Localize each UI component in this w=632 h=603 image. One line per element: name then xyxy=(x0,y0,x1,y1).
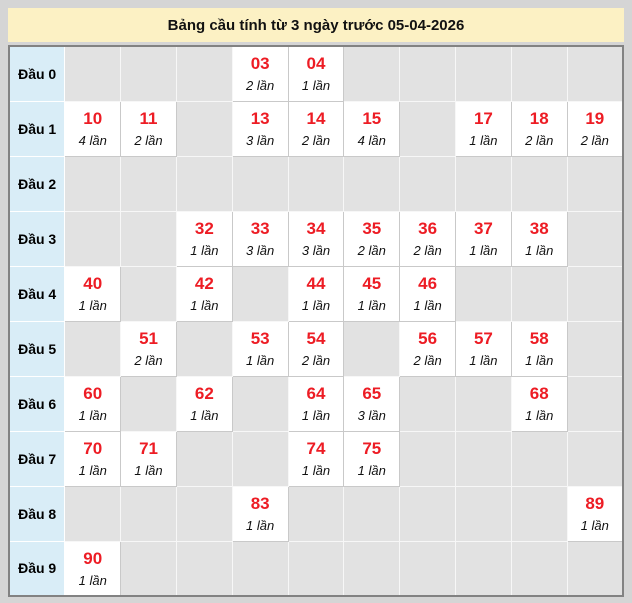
occurrence-count: 1 lần xyxy=(469,133,498,148)
number-cell xyxy=(344,431,400,486)
number-cell xyxy=(232,486,288,541)
table-row xyxy=(9,321,623,376)
occurrence-count: 4 lần xyxy=(78,133,107,148)
table-row xyxy=(9,376,623,431)
occurrence-count: 2 lần xyxy=(134,133,163,148)
empty-cell xyxy=(400,376,456,431)
empty-cell xyxy=(567,321,623,376)
empty-cell xyxy=(344,46,400,101)
empty-cell xyxy=(232,431,288,486)
lotto-number: 34 xyxy=(306,219,326,238)
number-cell xyxy=(456,211,512,266)
occurrence-count: 1 lần xyxy=(357,463,386,478)
occurrence-count: 1 lần xyxy=(78,408,107,423)
empty-cell xyxy=(65,321,121,376)
occurrence-count: 2 lần xyxy=(580,133,609,148)
number-cell xyxy=(65,266,121,321)
number-cell xyxy=(511,211,567,266)
number-cell xyxy=(232,46,288,101)
empty-cell xyxy=(511,156,567,211)
empty-cell xyxy=(511,486,567,541)
empty-cell xyxy=(567,156,623,211)
empty-cell xyxy=(456,376,512,431)
number-cell xyxy=(232,101,288,156)
empty-cell xyxy=(288,541,344,596)
occurrence-count: 1 lần xyxy=(301,408,331,423)
empty-cell xyxy=(567,431,623,486)
lotto-number: 46 xyxy=(418,274,438,293)
empty-cell xyxy=(456,46,512,101)
empty-cell xyxy=(176,541,232,596)
lotto-number: 68 xyxy=(529,384,549,403)
occurrence-count: 2 lần xyxy=(413,353,442,368)
number-cell xyxy=(288,376,344,431)
empty-cell xyxy=(176,321,232,376)
lotto-number: 11 xyxy=(139,109,158,128)
table-row xyxy=(9,541,623,596)
lotto-number: 71 xyxy=(139,439,158,458)
empty-cell xyxy=(288,156,344,211)
lotto-number: 51 xyxy=(139,329,158,348)
empty-cell xyxy=(176,101,232,156)
lotto-number: 13 xyxy=(250,109,270,128)
occurrence-count: 3 lần xyxy=(246,133,275,148)
occurrence-count: 1 lần xyxy=(469,353,498,368)
empty-cell xyxy=(344,321,400,376)
empty-cell xyxy=(400,46,456,101)
occurrence-count: 1 lần xyxy=(190,408,219,423)
empty-cell xyxy=(567,376,623,431)
occurrence-count: 2 lần xyxy=(525,133,554,148)
occurrence-count: 3 lần xyxy=(357,408,386,423)
empty-cell xyxy=(456,541,512,596)
occurrence-count: 2 lần xyxy=(134,353,163,368)
lotto-number: 60 xyxy=(83,384,103,403)
empty-cell xyxy=(176,431,232,486)
lotto-number: 04 xyxy=(306,54,326,74)
table-row xyxy=(9,266,623,321)
lotto-number: 70 xyxy=(83,439,103,458)
lotto-number: 36 xyxy=(418,219,438,238)
lotto-number: 45 xyxy=(362,274,382,293)
occurrence-count: 2 lần xyxy=(413,243,442,258)
empty-cell xyxy=(456,266,512,321)
table-row xyxy=(9,156,623,211)
lotto-number: 35 xyxy=(362,219,382,238)
empty-cell xyxy=(567,266,623,321)
occurrence-count: 2 lần xyxy=(357,243,386,258)
lotto-number: 15 xyxy=(362,109,382,128)
number-cell xyxy=(511,101,567,156)
lotto-number: 83 xyxy=(250,494,270,513)
empty-cell xyxy=(121,376,177,431)
empty-cell xyxy=(400,156,456,211)
row-header: Đầu 7 xyxy=(9,431,65,486)
lotto-number: 90 xyxy=(83,548,103,568)
lotto-number: 44 xyxy=(306,274,326,293)
number-cell xyxy=(65,541,121,596)
lotto-number: 19 xyxy=(585,109,605,128)
lotto-number: 14 xyxy=(306,109,326,128)
lotto-number: 38 xyxy=(529,219,549,238)
number-cell xyxy=(288,211,344,266)
number-cell xyxy=(400,321,456,376)
occurrence-count: 1 lần xyxy=(525,353,554,368)
row-header: Đầu 0 xyxy=(9,46,65,101)
row-header: Đầu 9 xyxy=(9,541,65,596)
lotto-number: 74 xyxy=(306,439,326,458)
empty-cell xyxy=(456,431,512,486)
lotto-number: 03 xyxy=(250,54,270,74)
occurrence-count: 1 lần xyxy=(580,518,609,533)
occurrence-count: 1 lần xyxy=(413,298,442,313)
empty-cell xyxy=(65,156,121,211)
lotto-number: 42 xyxy=(194,274,214,293)
number-cell xyxy=(400,266,456,321)
number-cell xyxy=(344,211,400,266)
lotto-number: 89 xyxy=(585,494,605,513)
lotto-number: 53 xyxy=(250,329,270,348)
occurrence-count: 1 lần xyxy=(78,463,107,478)
row-header: Đầu 5 xyxy=(9,321,65,376)
lotto-number: 62 xyxy=(194,384,214,403)
number-cell xyxy=(511,321,567,376)
number-cell xyxy=(344,101,400,156)
bridge-table xyxy=(8,45,624,597)
occurrence-count: 1 lần xyxy=(190,243,219,258)
page-title: Bảng cầu tính từ 3 ngày trước 05-04-2026 xyxy=(8,8,624,42)
lotto-number: 10 xyxy=(83,109,103,128)
empty-cell xyxy=(232,266,288,321)
number-cell xyxy=(288,431,344,486)
number-cell xyxy=(344,376,400,431)
empty-cell xyxy=(176,46,232,101)
number-cell xyxy=(567,101,623,156)
empty-cell xyxy=(511,431,567,486)
occurrence-count: 1 lần xyxy=(134,463,163,478)
lotto-number: 40 xyxy=(83,274,103,293)
lotto-number: 18 xyxy=(529,109,549,128)
number-cell xyxy=(65,101,121,156)
empty-cell xyxy=(121,46,177,101)
number-cell xyxy=(232,321,288,376)
number-cell xyxy=(176,376,232,431)
lottery-bridge-panel xyxy=(8,8,624,597)
empty-cell xyxy=(121,156,177,211)
empty-cell xyxy=(400,486,456,541)
empty-cell xyxy=(176,486,232,541)
empty-cell xyxy=(567,211,623,266)
occurrence-count: 1 lần xyxy=(525,408,554,423)
number-cell xyxy=(456,321,512,376)
occurrence-count: 1 lần xyxy=(525,243,554,258)
row-header: Đầu 6 xyxy=(9,376,65,431)
lotto-number: 37 xyxy=(473,219,493,238)
number-cell xyxy=(511,376,567,431)
occurrence-count: 1 lần xyxy=(78,572,107,588)
number-cell xyxy=(456,101,512,156)
occurrence-count: 1 lần xyxy=(246,353,275,368)
empty-cell xyxy=(400,101,456,156)
occurrence-count: 1 lần xyxy=(301,298,331,313)
empty-cell xyxy=(121,541,177,596)
table-row xyxy=(9,101,623,156)
number-cell xyxy=(176,211,232,266)
lotto-number: 75 xyxy=(362,439,382,458)
table-row xyxy=(9,486,623,541)
occurrence-count: 2 lần xyxy=(301,353,331,368)
number-cell xyxy=(400,211,456,266)
lotto-number: 33 xyxy=(250,219,270,238)
empty-cell xyxy=(344,486,400,541)
occurrence-count: 1 lần xyxy=(301,78,331,94)
table-row xyxy=(9,431,623,486)
empty-cell xyxy=(456,156,512,211)
occurrence-count: 1 lần xyxy=(301,463,331,478)
empty-cell xyxy=(511,541,567,596)
number-cell xyxy=(176,266,232,321)
number-cell xyxy=(65,431,121,486)
number-cell xyxy=(288,46,344,101)
empty-cell xyxy=(232,376,288,431)
occurrence-count: 1 lần xyxy=(190,298,219,313)
empty-cell xyxy=(176,156,232,211)
empty-cell xyxy=(121,266,177,321)
occurrence-count: 4 lần xyxy=(357,133,386,148)
number-cell xyxy=(121,431,177,486)
empty-cell xyxy=(65,486,121,541)
number-cell xyxy=(232,211,288,266)
empty-cell xyxy=(121,486,177,541)
number-cell xyxy=(121,321,177,376)
occurrence-count: 1 lần xyxy=(78,298,107,313)
number-cell xyxy=(288,266,344,321)
occurrence-count: 3 lần xyxy=(301,243,331,258)
lotto-number: 17 xyxy=(473,109,493,128)
lotto-number: 65 xyxy=(362,384,382,403)
empty-cell xyxy=(121,211,177,266)
empty-cell xyxy=(232,541,288,596)
lotto-number: 57 xyxy=(473,329,493,348)
number-cell xyxy=(121,101,177,156)
number-cell xyxy=(344,266,400,321)
bridge-table-body xyxy=(9,46,623,596)
number-cell xyxy=(567,486,623,541)
row-header: Đầu 4 xyxy=(9,266,65,321)
occurrence-count: 2 lần xyxy=(246,78,275,94)
empty-cell xyxy=(511,266,567,321)
lotto-number: 58 xyxy=(529,329,549,348)
empty-cell xyxy=(344,541,400,596)
occurrence-count: 1 lần xyxy=(246,518,275,533)
table-row xyxy=(9,211,623,266)
number-cell xyxy=(65,376,121,431)
occurrence-count: 1 lần xyxy=(469,243,498,258)
row-header: Đầu 3 xyxy=(9,211,65,266)
empty-cell xyxy=(567,46,623,101)
empty-cell xyxy=(344,156,400,211)
empty-cell xyxy=(511,46,567,101)
empty-cell xyxy=(456,486,512,541)
lotto-number: 56 xyxy=(418,329,438,348)
empty-cell xyxy=(567,541,623,596)
empty-cell xyxy=(65,46,121,101)
empty-cell xyxy=(288,486,344,541)
empty-cell xyxy=(400,431,456,486)
row-header: Đầu 2 xyxy=(9,156,65,211)
empty-cell xyxy=(65,211,121,266)
empty-cell xyxy=(400,541,456,596)
row-header: Đầu 1 xyxy=(9,101,65,156)
occurrence-count: 2 lần xyxy=(301,133,331,148)
lotto-number: 32 xyxy=(194,219,214,238)
lotto-number: 54 xyxy=(306,329,326,348)
table-row xyxy=(9,46,623,101)
lotto-number: 64 xyxy=(306,384,326,403)
number-cell xyxy=(288,101,344,156)
row-header: Đầu 8 xyxy=(9,486,65,541)
number-cell xyxy=(288,321,344,376)
occurrence-count: 3 lần xyxy=(246,243,275,258)
occurrence-count: 1 lần xyxy=(357,298,386,313)
empty-cell xyxy=(232,156,288,211)
